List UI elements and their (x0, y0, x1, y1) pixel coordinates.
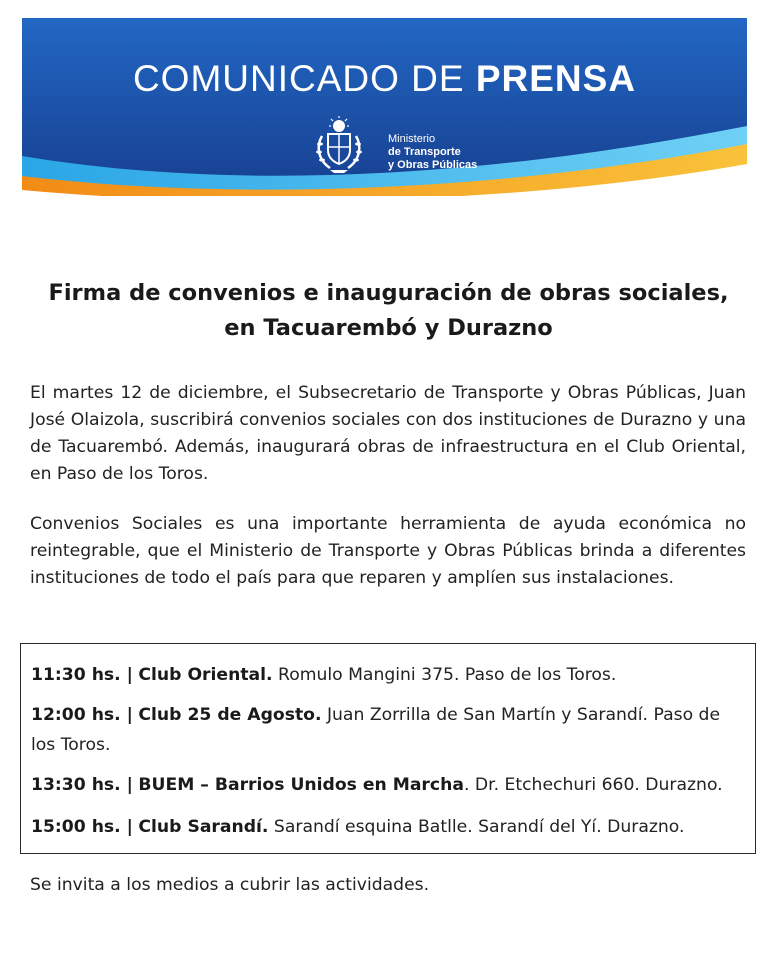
agenda-box (20, 643, 756, 854)
agenda-item (31, 660, 745, 690)
press-banner (22, 18, 747, 196)
agenda-time: 12:00 hs. | (31, 705, 133, 725)
intro-paragraph: El martes 12 de diciembre, el Subsecretario de Transporte y Obras Públicas, Juan José Olaizola, suscribirá convenios sociales con dos instituciones de Durazno y una de Tacuarembó. Además, inaugurará obras de infraestructura en el Club Oriental, en Paso de los Toros. (30, 383, 746, 484)
agenda-item (31, 812, 745, 842)
agenda-time: 11:30 hs. | (31, 665, 133, 685)
ministry-line2: de Transporte (388, 146, 461, 158)
banner-title-light: COMUNICADO DE (132, 58, 465, 99)
banner-waves (22, 18, 747, 196)
ministry-line3: y Obras Públicas (388, 159, 478, 171)
agenda-detail: . Dr. Etchechuri 660. Durazno. (463, 775, 723, 795)
banner-title-bold: PRENSA (475, 58, 637, 99)
agenda-detail: Romulo Mangini 375. Paso de los Toros. (272, 665, 617, 685)
headline (22, 276, 755, 346)
agenda-time: 13:30 hs. | (31, 775, 133, 795)
headline-line1: Firma de convenios e inauguración de obras sociales, (48, 280, 729, 306)
banner-title (22, 60, 747, 97)
ministry-name (388, 133, 477, 172)
agenda-place: BUEM – Barrios Unidos en Marcha (138, 775, 464, 795)
agenda-detail: Juan Zorrilla de San Martín y Sarandí. Paso de los Toros. (31, 705, 721, 755)
coat-of-arms-icon (308, 114, 370, 176)
agenda-place: Club Oriental. (138, 665, 273, 685)
agenda-place: Club Sarandí. (138, 817, 269, 837)
closing-note: Se invita a los medios a cubrir las actividades. (30, 875, 430, 895)
agenda-item (31, 700, 745, 760)
agenda-detail: Sarandí esquina Batlle. Sarandí del Yí. Durazno. (268, 817, 685, 837)
program-paragraph: Convenios Sociales es una importante herramienta de ayuda económica no reintegrable, que el Ministerio de Transporte y Obras Públicas brinda a diferentes instituciones de todo el país para que reparen y amplíen sus instalaciones. (30, 514, 746, 588)
agenda-time: 15:00 hs. | (31, 817, 133, 837)
ministry-line1: Ministerio (388, 133, 436, 145)
agenda-item (31, 770, 745, 800)
headline-line2: en Tacuarembó y Durazno (224, 315, 553, 341)
agenda-place: Club 25 de Agosto. (138, 705, 322, 725)
